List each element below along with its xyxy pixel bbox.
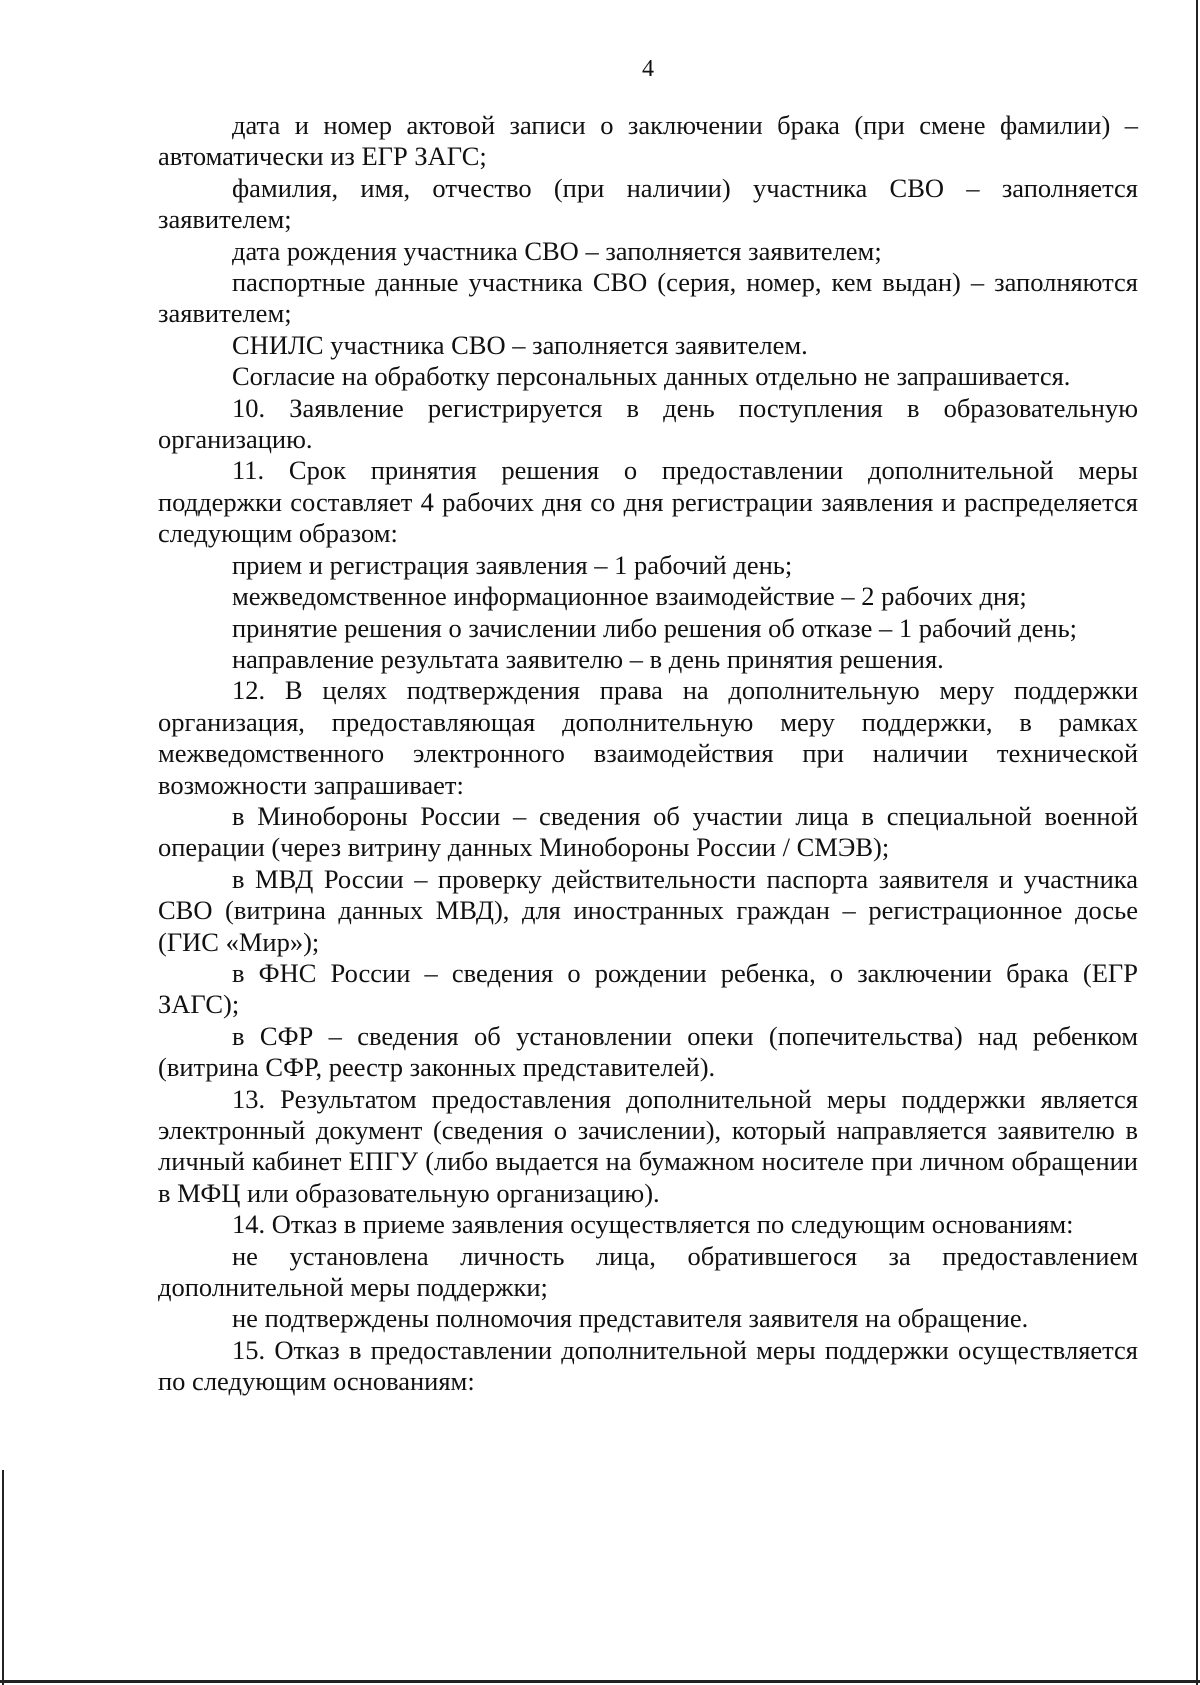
paragraph-interagency-term: межведомственное информационное взаимодействие – 2 рабочих дня; [232, 581, 1027, 612]
paragraph-identity-not-established: не установлена личность лица, обратившегося за предоставлением дополнительной меры поддержки; [158, 1240, 1138, 1303]
paragraph-mod-request: в Минобороны России – сведения об участии лица в специальной военной операции (через витрину данных Минобороны России / СМЭВ); [158, 800, 1138, 863]
paragraph-decision-term: принятие решения о зачислении либо решения об отказе – 1 рабочий день; [232, 612, 1078, 643]
paragraph-sfr-request: в СФР – сведения об установлении опеки (попечительства) над ребенком (витрина СФР, реестр законных представителей). [158, 1020, 1138, 1083]
paragraph-participant-name: фамилия, имя, отчество (при наличии) участника СВО – заполняется заявителем; [158, 172, 1138, 235]
paragraph-mvd-request: в МВД России – проверку действительности паспорта заявителя и участника СВО (витрина данных МВД), для иностранных граждан – регистрационное досье (ГИС «Мир»); [158, 863, 1138, 957]
paragraph-item-15: 15. Отказ в предоставлении дополнительной меры поддержки осуществляется по следующим основаниям: [158, 1334, 1138, 1397]
page-number: 4 [642, 56, 654, 82]
scan-border-right [1196, 0, 1198, 1685]
paragraph-authority-not-confirmed: не подтверждены полномочия представителя заявителя на обращение. [232, 1303, 1029, 1334]
paragraph-participant-birthdate: дата рождения участника СВО – заполняется заявителем; [232, 235, 882, 266]
paragraph-marriage-record: дата и номер актовой записи о заключении брака (при смене фамилии) – автоматически из ЕГР ЗАГС; [158, 110, 1138, 172]
paragraph-registration-term: прием и регистрация заявления – 1 рабочий день; [232, 549, 793, 580]
paragraph-participant-snils: СНИЛС участника СВО – заполняется заявителем. [232, 329, 808, 360]
paragraph-item-14: 14. Отказ в приеме заявления осуществляется по следующим основаниям: [232, 1209, 1074, 1240]
paragraph-item-11: 11. Срок принятия решения о предоставлении дополнительной меры поддержки составляет 4 рабочих дня со дня регистрации заявления и распределяется следующим образом: [158, 455, 1138, 549]
paragraph-fns-request: в ФНС России – сведения о рождении ребенка, о заключении брака (ЕГР ЗАГС); [158, 957, 1138, 1020]
paragraph-participant-passport: паспортные данные участника СВО (серия, номер, кем выдан) – заполняются заявителем; [158, 267, 1138, 329]
paragraph-item-13: 13. Результатом предоставления дополнительной меры поддержки является электронный документ (сведения о зачислении), который направляется заявителю в личный кабинет ЕПГУ (либо выдается на бумажном носителе при личном обращении в МФЦ или образовательную организацию). [158, 1083, 1138, 1208]
scan-border-bottom [0, 1680, 1200, 1683]
paragraph-consent: Согласие на обработку персональных данных отдельно не запрашивается. [232, 361, 1071, 392]
paragraph-result-delivery: направление результата заявителю – в день принятия решения. [232, 643, 944, 674]
scan-border-left [2, 1470, 4, 1685]
paragraph-item-12: 12. В целях подтверждения права на дополнительную меру поддержки организация, предоставляющая дополнительную меру поддержки, в рамках межведомственного электронного взаимодействия при наличии технической возможности запрашивает: [158, 675, 1138, 800]
paragraph-item-10: 10. Заявление регистрируется в день поступления в образовательную организацию. [158, 392, 1138, 455]
document-body [158, 110, 1138, 1398]
